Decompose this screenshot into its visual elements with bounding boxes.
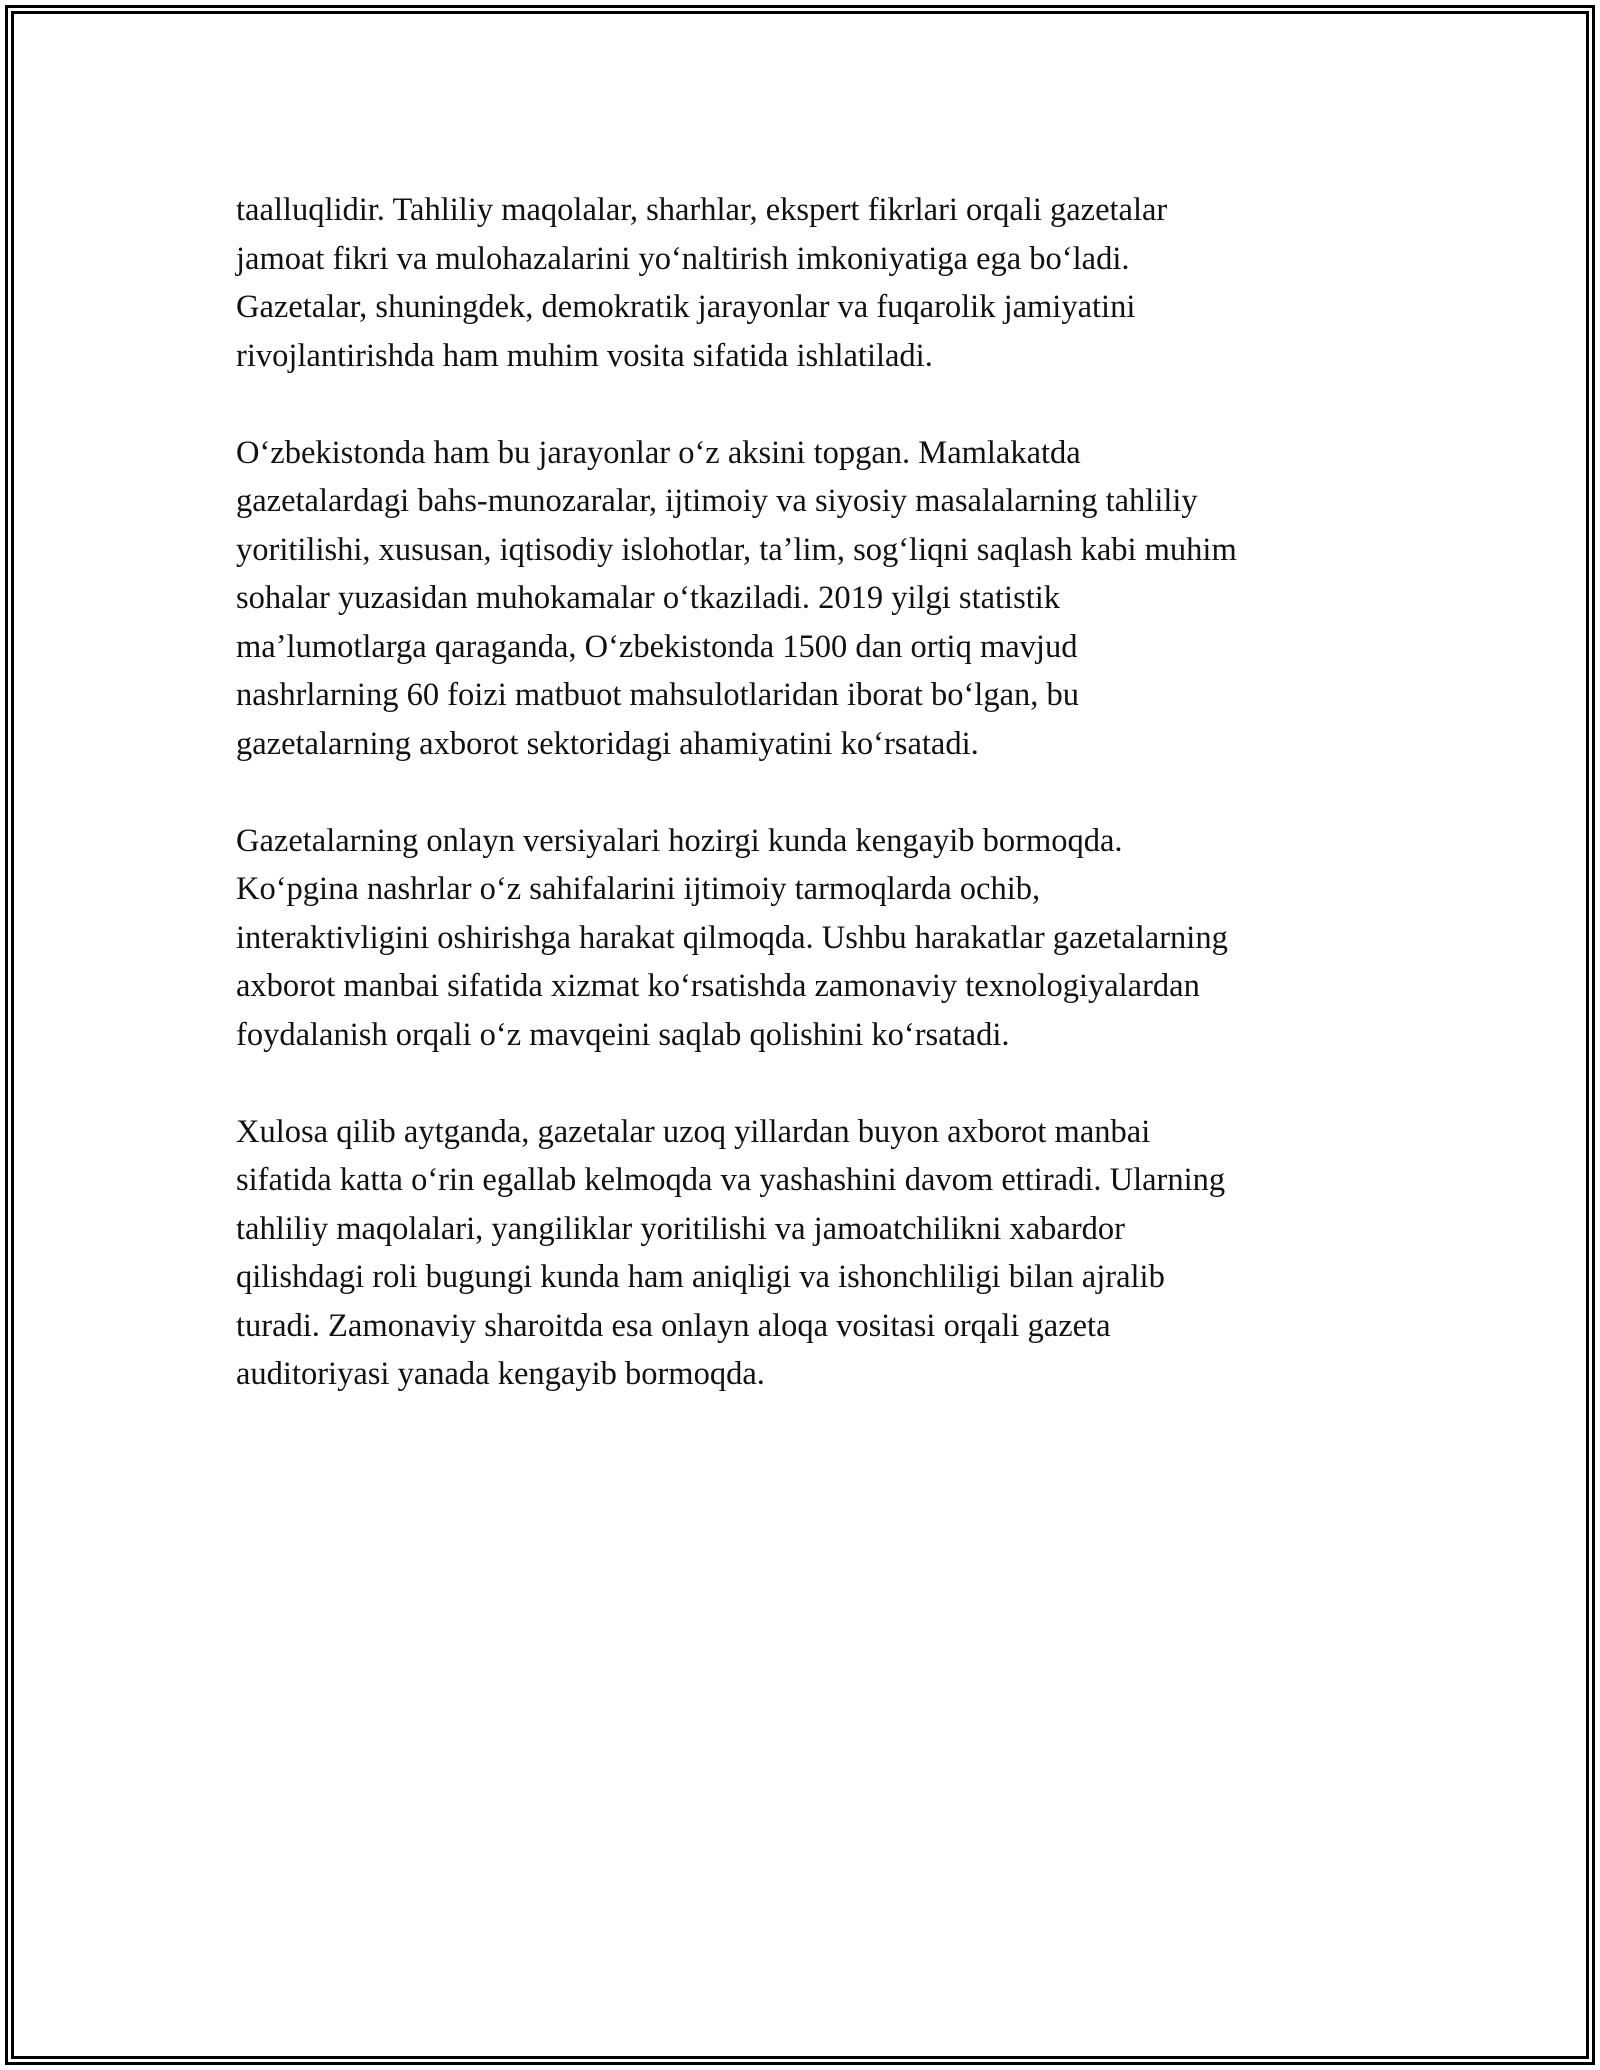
- text-line: gazetalardagi bahs-munozaralar, ijtimoiy va siyosiy masalalarning tahliliy: [236, 483, 1198, 519]
- text-line: qilishdagi roli bugungi kunda ham aniqligi va ishonchliligi bilan ajralib: [236, 1259, 1165, 1295]
- text-line: interaktivligini oshirishga harakat qilmoqda. Ushbu harakatlar gazetalarning: [236, 919, 1228, 956]
- text-line: Koʻpgina nashrlar oʻz sahifalarini ijtimoiy tarmoqlarda ochib,: [236, 871, 1041, 907]
- paragraph-4: [236, 1108, 1386, 1399]
- text-line: gazetalarning axborot sektoridagi ahamiyatini koʻrsatadi.: [236, 725, 979, 762]
- text-line: tahliliy maqolalari, yangiliklar yoritilishi va jamoatchilikni xabardor: [236, 1210, 1126, 1247]
- text-line: turadi. Zamonaviy sharoitda esa onlayn aloqa vositasi orqali gazeta: [236, 1307, 1111, 1344]
- paragraph-2: [236, 429, 1386, 769]
- text-line: Gazetalarning onlayn versiyalari hozirgi kunda kengayib bormoqda.: [236, 822, 1123, 859]
- text-line: jamoat fikri va mulohazalarini yoʻnaltirish imkoniyatiga ega boʻladi.: [236, 240, 1130, 277]
- text-line: rivojlantirishda ham muhim vosita sifatida ishlatiladi.: [236, 337, 933, 374]
- text-line: auditoriyasi yanada kengayib bormoqda.: [236, 1356, 765, 1392]
- text-line: sifatida katta oʻrin egallab kelmoqda va yashashini davom ettiradi. Ularning: [236, 1162, 1226, 1198]
- text-line: axborot manbai sifatida xizmat koʻrsatishda zamonaviy texnologiyalardan: [236, 968, 1200, 1004]
- text-line: maʼlumotlarga qaraganda, Oʻzbekistonda 1500 dan ortiq mavjud: [236, 628, 1078, 665]
- document-body: [236, 186, 1386, 1447]
- text-line: Gazetalar, shuningdek, demokratik jarayonlar va fuqarolik jamiyatini: [236, 289, 1136, 325]
- paragraph-1: [236, 186, 1386, 380]
- text-line: nashrlarning 60 foizi matbuot mahsulotlaridan iborat boʻlgan, bu: [236, 677, 1080, 713]
- text-line: yoritilishi, xususan, iqtisodiy islohotlar, taʼlim, sogʻliqni saqlash kabi muhim: [236, 531, 1237, 568]
- paragraph-3: [236, 817, 1386, 1060]
- text-line: sohalar yuzasidan muhokamalar oʻtkaziladi. 2019 yilgi statistik: [236, 580, 1061, 616]
- text-line: taalluqlidir. Tahliliy maqolalar, sharhlar, ekspert fikrlari orqali gazetalar: [236, 192, 1168, 228]
- text-line: Oʻzbekistonda ham bu jarayonlar oʻz aksini topgan. Mamlakatda: [236, 434, 1081, 471]
- text-line: foydalanish orqali oʻz mavqeini saqlab qolishini koʻrsatadi.: [236, 1016, 1010, 1053]
- text-line: Xulosa qilib aytganda, gazetalar uzoq yillardan buyon axborot manbai: [236, 1113, 1151, 1150]
